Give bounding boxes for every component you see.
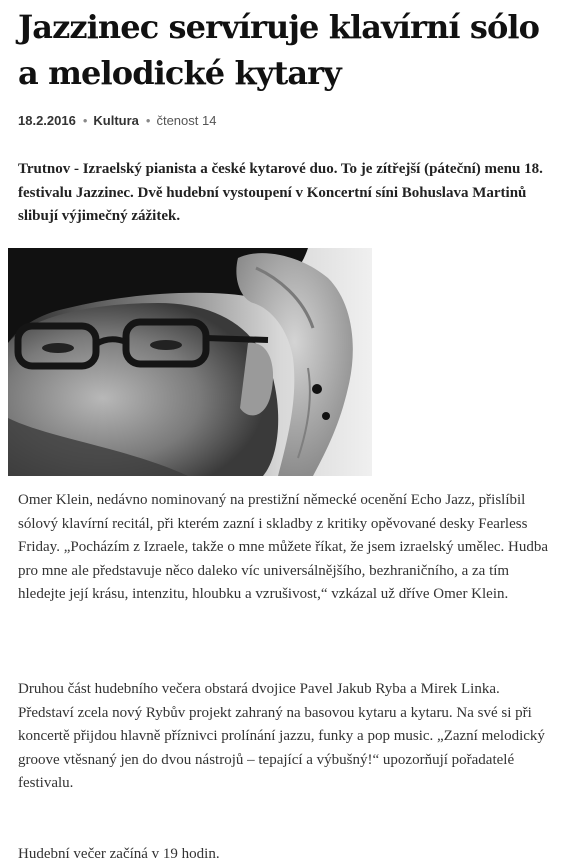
article-paragraph: Druhou část hudebního večera obstará dvojice Pavel Jakub Ryba a Mirek Linka. Představí zcela nový Rybův projekt zahraný na basovou kytaru a kytaru. Na své si při koncertě přijdou hlavně příznivci prolínání jazzu, funky a pop music. „Zazní melodický groove vtěsnaný jen do dvou nástrojů – tepající a výbušný!“ upozorňují pořadatelé festivalu. bbox=[18, 681, 545, 791]
article-lead: Trutnov - Izraelský pianista a české kytarové duo. To je zítřejší (páteční) menu 18. festivalu Jazzinec. Dvě hudební vystoupení v Koncertní síni Bohuslava Martinů slibují výjimečný zážitek. bbox=[18, 161, 543, 224]
publish-date: 18.2.2016 bbox=[18, 113, 76, 128]
meta-separator: • bbox=[82, 113, 88, 128]
article-photo bbox=[8, 248, 372, 476]
article-meta bbox=[18, 112, 216, 130]
readership-count: čtenost 14 bbox=[156, 113, 217, 128]
category-link[interactable]: Kultura bbox=[93, 113, 139, 128]
photo-portrait-icon bbox=[8, 248, 372, 476]
article-paragraph: Omer Klein, nedávno nominovaný na prestižní německé ocenění Echo Jazz, přislíbil sólový klavírní recitál, při kterém zazní i skladby z kritiky opěvované desky Fearless Friday. „Pocházím z Izraele, takže o mne můžete říkat, že jsem izraelský umělec. Hudba pro mne ale představuje něco daleko víc universálnějšího, bezhraničního, a za tím hledejte její krásu, intenzitu, hloubku a vzrušivost,“ vzkázal už dříve Omer Klein. bbox=[18, 492, 549, 602]
article-title: Jazzinec servíruje klavírní sólo a melodické kytary bbox=[18, 8, 540, 92]
article-paragraph: Hudební večer začíná v 19 hodin. bbox=[18, 846, 220, 862]
meta-separator: • bbox=[145, 113, 151, 128]
